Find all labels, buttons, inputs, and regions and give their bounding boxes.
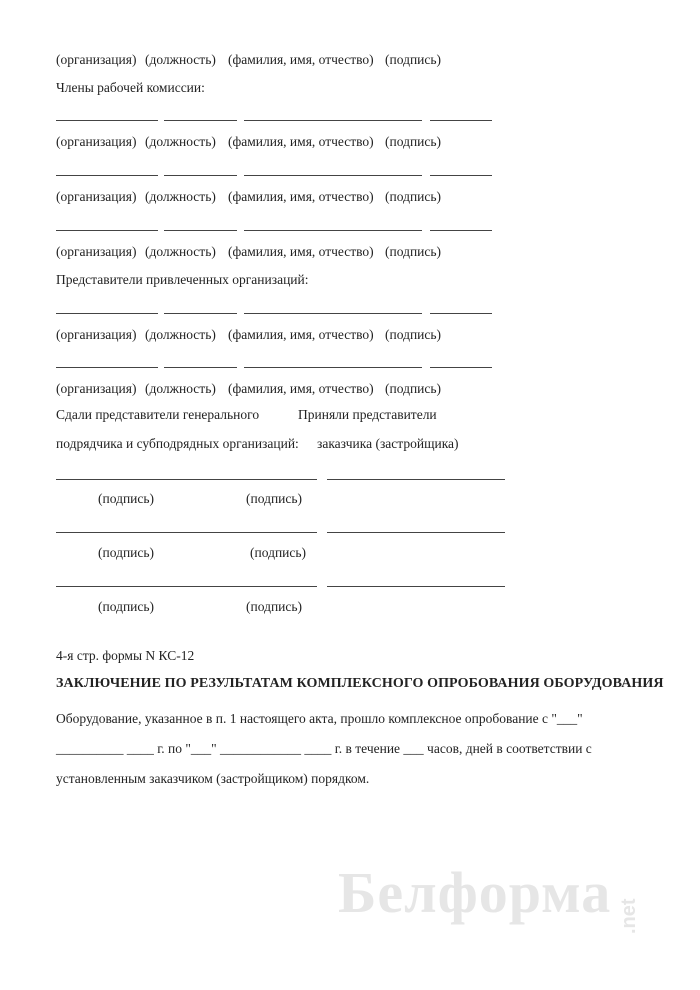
caption-full-name: (фамилия, имя, отчество) <box>228 189 374 204</box>
caption-position: (должность) <box>145 189 216 204</box>
caption-position: (должность) <box>145 134 216 149</box>
caption-signature: (подпись) <box>385 52 442 67</box>
org-line <box>56 230 158 231</box>
caption-position: (должность) <box>145 52 216 67</box>
customer-signature-line <box>327 479 505 480</box>
caption-organization: (организация) <box>56 52 137 67</box>
caption-organization: (организация) <box>56 244 137 259</box>
contractor-signature-caption: (подпись) <box>98 599 155 614</box>
handover-right-line2: заказчика (застройщика) <box>317 436 459 451</box>
org-line <box>56 175 158 176</box>
contractor-signature-line <box>56 532 317 533</box>
signature-line <box>430 175 492 176</box>
customer-signature-caption: (подпись) <box>250 545 307 560</box>
position-line <box>164 230 237 231</box>
customer-signature-line <box>327 532 505 533</box>
name-line <box>244 230 422 231</box>
handover-left-line2: подрядчика и субподрядных организаций: <box>56 436 299 451</box>
position-line <box>164 367 237 368</box>
caption-full-name: (фамилия, имя, отчество) <box>228 381 374 396</box>
caption-signature: (подпись) <box>385 189 442 204</box>
conclusion-heading: ЗАКЛЮЧЕНИЕ ПО РЕЗУЛЬТАТАМ КОМПЛЕКСНОГО ОПРОБОВАНИЯ ОБОРУДОВАНИЯ <box>56 676 664 691</box>
caption-organization: (организация) <box>56 134 137 149</box>
signature-line <box>430 367 492 368</box>
org-line <box>56 313 158 314</box>
caption-organization: (организация) <box>56 381 137 396</box>
section-commission-members: Члены рабочей комиссии: <box>56 80 205 95</box>
org-line <box>56 120 158 121</box>
conclusion-line-1: Оборудование, указанное в п. 1 настоящего акта, прошло комплексное опробование с "___" <box>56 711 583 726</box>
caption-signature: (подпись) <box>385 244 442 259</box>
caption-position: (должность) <box>145 381 216 396</box>
handover-right-line1: Приняли представители <box>298 407 437 422</box>
customer-signature-line <box>327 586 505 587</box>
watermark-brand: Белформа <box>338 860 612 925</box>
signature-line <box>430 313 492 314</box>
position-line <box>164 120 237 121</box>
contractor-signature-caption: (подпись) <box>98 491 155 506</box>
caption-signature: (подпись) <box>385 134 442 149</box>
page-label: 4-я стр. формы N КС-12 <box>56 648 195 663</box>
signature-line <box>430 230 492 231</box>
org-line <box>56 367 158 368</box>
position-line <box>164 313 237 314</box>
name-line <box>244 175 422 176</box>
caption-organization: (организация) <box>56 327 137 342</box>
name-line <box>244 313 422 314</box>
caption-signature: (подпись) <box>385 327 442 342</box>
conclusion-line-3: установленным заказчиком (застройщиком) порядком. <box>56 771 370 786</box>
caption-full-name: (фамилия, имя, отчество) <box>228 134 374 149</box>
section-invited-organizations: Представители привлеченных организаций: <box>56 272 309 287</box>
name-line <box>244 367 422 368</box>
customer-signature-caption: (подпись) <box>246 491 303 506</box>
conclusion-line-2: __________ ____ г. по "___" ____________ ____ г. в течение ___ часов, дней в соответствии с <box>56 741 592 756</box>
contractor-signature-line <box>56 479 317 480</box>
caption-full-name: (фамилия, имя, отчество) <box>228 327 374 342</box>
customer-signature-caption: (подпись) <box>246 599 303 614</box>
watermark-suffix: .net <box>618 898 640 934</box>
position-line <box>164 175 237 176</box>
caption-organization: (организация) <box>56 189 137 204</box>
caption-full-name: (фамилия, имя, отчество) <box>228 52 374 67</box>
contractor-signature-line <box>56 586 317 587</box>
handover-left-line1: Сдали представители генерального <box>56 407 260 422</box>
caption-full-name: (фамилия, имя, отчество) <box>228 244 374 259</box>
caption-position: (должность) <box>145 327 216 342</box>
signature-line <box>430 120 492 121</box>
caption-signature: (подпись) <box>385 381 442 396</box>
name-line <box>244 120 422 121</box>
caption-position: (должность) <box>145 244 216 259</box>
contractor-signature-caption: (подпись) <box>98 545 155 560</box>
